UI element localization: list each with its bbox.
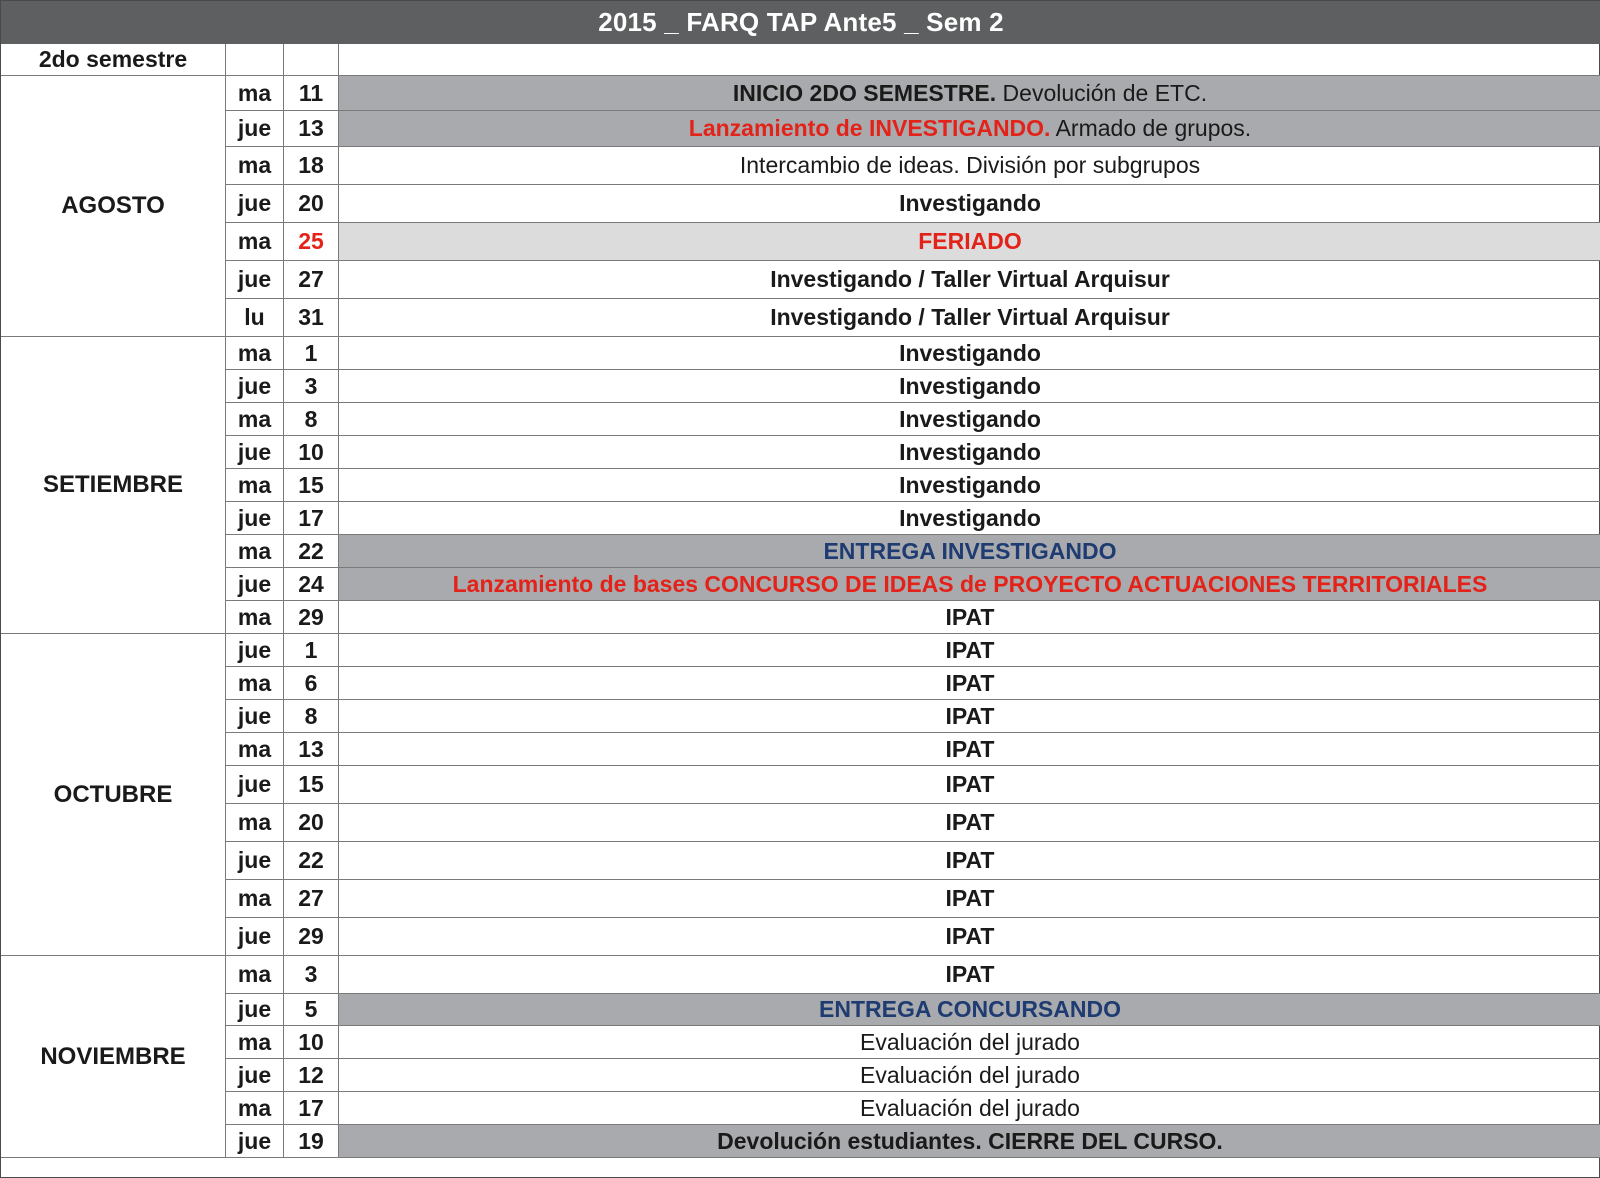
activity-cell bbox=[339, 918, 1600, 956]
date-number-cell: 27 bbox=[284, 880, 339, 918]
month-label: OCTUBRE bbox=[1, 634, 226, 956]
weekday-cell: ma bbox=[226, 1092, 284, 1125]
activity-text: Devolución de ETC. bbox=[996, 79, 1208, 106]
weekday-cell: ma bbox=[226, 403, 284, 436]
date-number-cell: 13 bbox=[284, 111, 339, 147]
date-number-cell: 12 bbox=[284, 1059, 339, 1092]
activity-cell bbox=[339, 111, 1600, 147]
activity-cell bbox=[339, 403, 1600, 436]
header-day-blank bbox=[226, 44, 284, 76]
activity-text: IPAT bbox=[945, 847, 995, 873]
weekday-cell: ma bbox=[226, 147, 284, 185]
activity-cell bbox=[339, 1026, 1600, 1059]
activity-cell bbox=[339, 185, 1600, 223]
activity-cell bbox=[339, 700, 1600, 733]
weekday-cell: jue bbox=[226, 111, 284, 147]
activity-text: Intercambio de ideas. División por subgrupos bbox=[739, 152, 1201, 178]
date-number-cell: 27 bbox=[284, 261, 339, 299]
weekday-cell: ma bbox=[226, 733, 284, 766]
weekday-cell: jue bbox=[226, 261, 284, 299]
activity-cell bbox=[339, 804, 1600, 842]
activity-text: Investigando / Taller Virtual Arquisur bbox=[770, 304, 1170, 330]
activity-text: IPAT bbox=[945, 809, 995, 835]
activity-text: IPAT bbox=[945, 771, 995, 797]
activity-text: Investigando / Taller Virtual Arquisur bbox=[770, 266, 1170, 292]
date-number-cell: 17 bbox=[284, 1092, 339, 1125]
date-number-cell: 1 bbox=[284, 337, 339, 370]
date-number-cell: 22 bbox=[284, 842, 339, 880]
activity-cell bbox=[339, 667, 1600, 700]
date-number-cell: 11 bbox=[284, 76, 339, 111]
weekday-cell: jue bbox=[226, 370, 284, 403]
activity-cell bbox=[339, 147, 1600, 185]
activity-cell bbox=[339, 299, 1600, 337]
activity-text: IPAT bbox=[945, 885, 995, 911]
activity-cell bbox=[339, 436, 1600, 469]
weekday-cell: jue bbox=[226, 1059, 284, 1092]
date-number-cell: 19 bbox=[284, 1125, 339, 1158]
header-activity-blank bbox=[339, 44, 1600, 76]
activity-text: IPAT bbox=[945, 735, 995, 762]
weekday-cell: ma bbox=[226, 880, 284, 918]
activity-cell bbox=[339, 601, 1600, 634]
date-number-cell: 8 bbox=[284, 403, 339, 436]
date-number-cell: 10 bbox=[284, 1026, 339, 1059]
activity-cell bbox=[339, 766, 1600, 804]
activity-cell bbox=[339, 1092, 1600, 1125]
weekday-cell: ma bbox=[226, 1026, 284, 1059]
activity-cell bbox=[339, 502, 1600, 535]
weekday-cell: jue bbox=[226, 634, 284, 667]
date-number-cell: 3 bbox=[284, 370, 339, 403]
date-number-cell: 29 bbox=[284, 918, 339, 956]
activity-cell bbox=[339, 994, 1600, 1026]
activity-text: ENTREGA CONCURSANDO bbox=[819, 996, 1121, 1022]
activity-cell bbox=[339, 1059, 1600, 1092]
date-number-cell: 13 bbox=[284, 733, 339, 766]
activity-cell bbox=[339, 535, 1600, 568]
activity-text: IPAT bbox=[945, 603, 995, 630]
activity-cell bbox=[339, 223, 1600, 261]
weekday-cell: ma bbox=[226, 337, 284, 370]
activity-text: Investigando bbox=[899, 504, 1041, 531]
date-number-cell: 8 bbox=[284, 700, 339, 733]
date-number-cell: 17 bbox=[284, 502, 339, 535]
activity-text: Investigando bbox=[899, 372, 1041, 399]
weekday-cell: jue bbox=[226, 502, 284, 535]
weekday-cell: ma bbox=[226, 76, 284, 111]
activity-text: Investigando bbox=[899, 471, 1041, 498]
weekday-cell: ma bbox=[226, 223, 284, 261]
weekday-cell: jue bbox=[226, 1125, 284, 1158]
weekday-cell: ma bbox=[226, 667, 284, 700]
activity-text: Evaluación del jurado bbox=[860, 1028, 1080, 1055]
weekday-cell: jue bbox=[226, 766, 284, 804]
activity-cell bbox=[339, 337, 1600, 370]
weekday-cell: ma bbox=[226, 956, 284, 994]
activity-text: ENTREGA INVESTIGANDO bbox=[823, 537, 1117, 564]
month-label: SETIEMBRE bbox=[1, 337, 226, 634]
activity-cell bbox=[339, 634, 1600, 667]
activity-text: IPAT bbox=[945, 702, 995, 729]
activity-cell bbox=[339, 842, 1600, 880]
date-number-cell: 15 bbox=[284, 469, 339, 502]
weekday-cell: jue bbox=[226, 842, 284, 880]
weekday-cell: lu bbox=[226, 299, 284, 337]
semester-label: 2do semestre bbox=[1, 44, 226, 76]
date-number-cell: 22 bbox=[284, 535, 339, 568]
date-number-cell: 25 bbox=[284, 223, 339, 261]
weekday-cell: jue bbox=[226, 568, 284, 601]
activity-text: INICIO 2DO SEMESTRE. bbox=[732, 79, 997, 106]
activity-text: Evaluación del jurado bbox=[860, 1094, 1080, 1121]
date-number-cell: 6 bbox=[284, 667, 339, 700]
activity-text: Evaluación del jurado bbox=[860, 1061, 1080, 1088]
date-number-cell: 15 bbox=[284, 766, 339, 804]
weekday-cell: jue bbox=[226, 436, 284, 469]
activity-text: Investigando bbox=[899, 339, 1041, 366]
header-num-blank bbox=[284, 44, 339, 76]
date-number-cell: 29 bbox=[284, 601, 339, 634]
date-number-cell: 3 bbox=[284, 956, 339, 994]
weekday-cell: ma bbox=[226, 469, 284, 502]
weekday-cell: jue bbox=[226, 185, 284, 223]
activity-text: Investigando bbox=[899, 190, 1041, 216]
activity-cell bbox=[339, 469, 1600, 502]
sheet-title: 2015 _ FARQ TAP Ante5 _ Sem 2 bbox=[1, 1, 1600, 44]
date-number-cell: 20 bbox=[284, 185, 339, 223]
date-number-cell: 18 bbox=[284, 147, 339, 185]
date-number-cell: 10 bbox=[284, 436, 339, 469]
activity-text: Investigando bbox=[899, 438, 1041, 465]
activity-text: Investigando bbox=[899, 405, 1041, 432]
activity-text: Lanzamiento de INVESTIGANDO. bbox=[688, 115, 1051, 141]
activity-cell bbox=[339, 733, 1600, 766]
activity-cell bbox=[339, 370, 1600, 403]
weekday-cell: jue bbox=[226, 700, 284, 733]
activity-cell bbox=[339, 261, 1600, 299]
activity-text: FERIADO bbox=[918, 228, 1022, 254]
date-number-cell: 24 bbox=[284, 568, 339, 601]
weekday-cell: jue bbox=[226, 918, 284, 956]
activity-text: IPAT bbox=[945, 923, 995, 949]
date-number-cell: 1 bbox=[284, 634, 339, 667]
activity-cell bbox=[339, 956, 1600, 994]
activity-text: IPAT bbox=[945, 961, 995, 987]
activity-cell bbox=[339, 880, 1600, 918]
activity-cell bbox=[339, 76, 1600, 111]
activity-cell bbox=[339, 568, 1600, 601]
activity-cell bbox=[339, 1125, 1600, 1158]
activity-text: Armado de grupos. bbox=[1050, 115, 1252, 141]
activity-text: Lanzamiento de bases CONCURSO DE IDEAS de PROYECTO ACTUACIONES TERRITORIALES bbox=[452, 570, 1488, 597]
month-label: AGOSTO bbox=[1, 76, 226, 337]
weekday-cell: ma bbox=[226, 601, 284, 634]
activity-text: Devolución estudiantes. CIERRE DEL CURSO. bbox=[717, 1127, 1223, 1154]
date-number-cell: 20 bbox=[284, 804, 339, 842]
month-label: NOVIEMBRE bbox=[1, 956, 226, 1158]
date-number-cell: 31 bbox=[284, 299, 339, 337]
weekday-cell: ma bbox=[226, 535, 284, 568]
date-number-cell: 5 bbox=[284, 994, 339, 1026]
activity-text: IPAT bbox=[945, 636, 995, 663]
activity-text: IPAT bbox=[945, 669, 995, 696]
weekday-cell: ma bbox=[226, 804, 284, 842]
weekday-cell: jue bbox=[226, 994, 284, 1026]
